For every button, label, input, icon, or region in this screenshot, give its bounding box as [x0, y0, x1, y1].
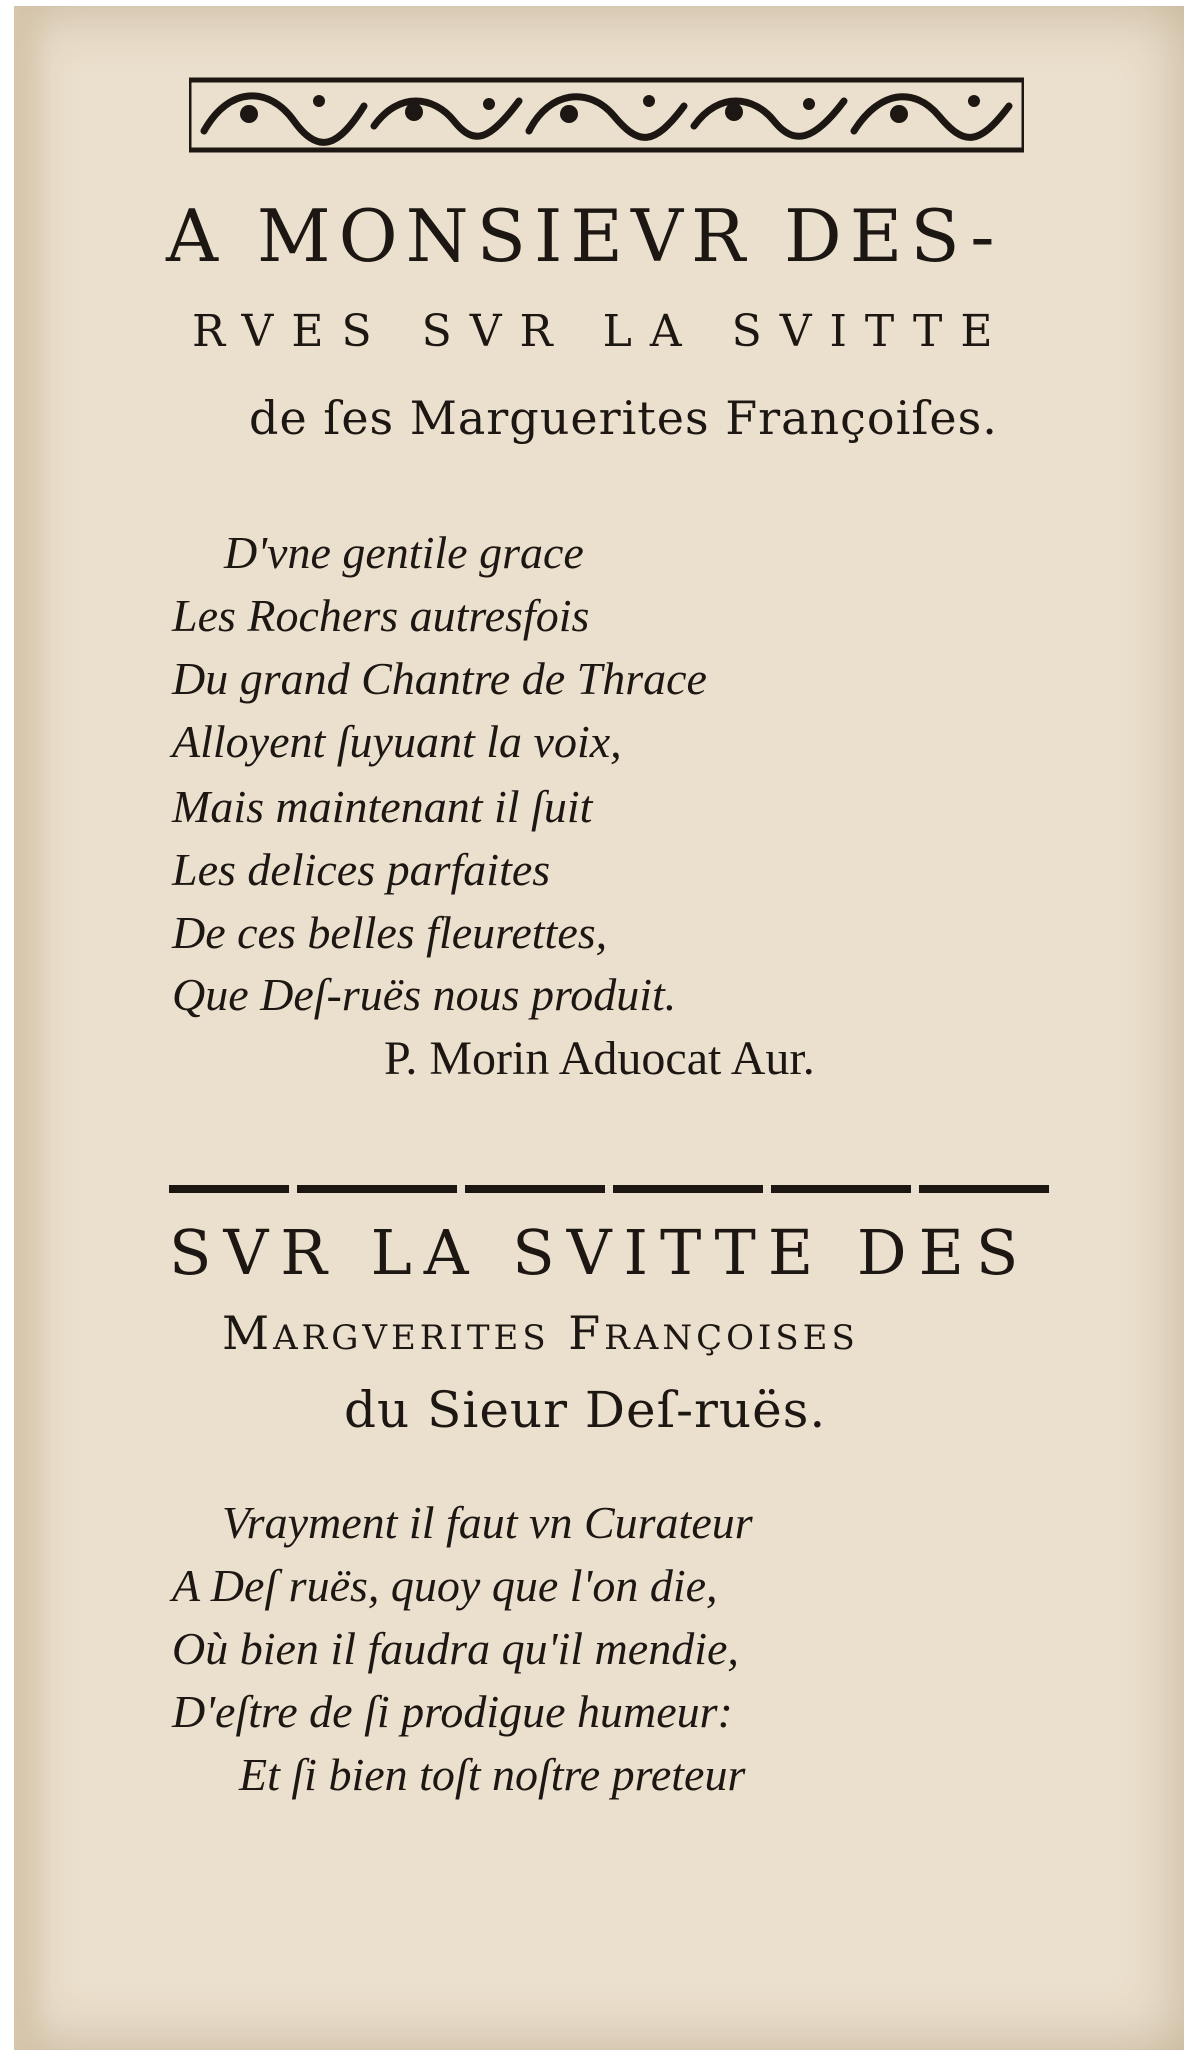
second-poem-verse-line: D'eſtre de ſi prodigue humeur: [172, 1686, 733, 1737]
second-poem-verse-line: Et ſi bien toſt noſtre preteur [239, 1749, 746, 1800]
heading-small-caps: ARGVERITES [273, 1318, 550, 1358]
dedication-verse-line: Du grand Chantre de Thrace [172, 653, 707, 704]
dedication-verse-line: Mais maintenant il ſuit [172, 781, 593, 832]
dedication-title-line3: de ſes Marguerites Françoiſes. [249, 391, 998, 445]
dedication-title-line1: A MONSIEVR DES- [166, 194, 1003, 278]
heading-small-caps: RANÇOISES [604, 1318, 859, 1358]
ornamental-headpiece-icon [189, 76, 1024, 156]
book-page [14, 6, 1184, 2050]
dedication-verse-line: Alloyent ſuyuant la voix, [172, 716, 622, 767]
dedication-verse-line: De ces belles fleurettes, [172, 907, 608, 958]
second-poem-verse-line: A Deſ ruës, quoy que l'on die, [172, 1560, 718, 1611]
dedication-signature: P. Morin Aduocat Aur. [384, 1032, 815, 1085]
heading-capital: F [568, 1306, 605, 1360]
second-poem-heading-line2 [222, 1306, 859, 1360]
section-divider-rule [169, 1182, 1049, 1196]
dedication-verse-line: Les Rochers autresfois [172, 590, 590, 641]
second-poem-heading-line3: du Sieur Deſ-ruës. [344, 1381, 827, 1439]
heading-capital: M [222, 1306, 274, 1360]
page-spine-shadow [14, 6, 52, 2050]
dedication-verse-line: D'vne gentile grace [224, 527, 584, 578]
second-poem-verse-line: Vrayment il faut vn Curateur [222, 1497, 753, 1548]
second-poem-verse-line: Où bien il faudra qu'il mendie, [172, 1623, 739, 1674]
dedication-verse-line: Que Deſ-ruës nous produit. [172, 969, 677, 1020]
second-poem-heading-line1: SVR LA SVITTE DES [169, 1216, 1031, 1289]
dedication-verse-line: Les delices parfaites [172, 844, 551, 895]
dedication-title-line2: RVES SVR LA SVITTE [192, 306, 1011, 357]
